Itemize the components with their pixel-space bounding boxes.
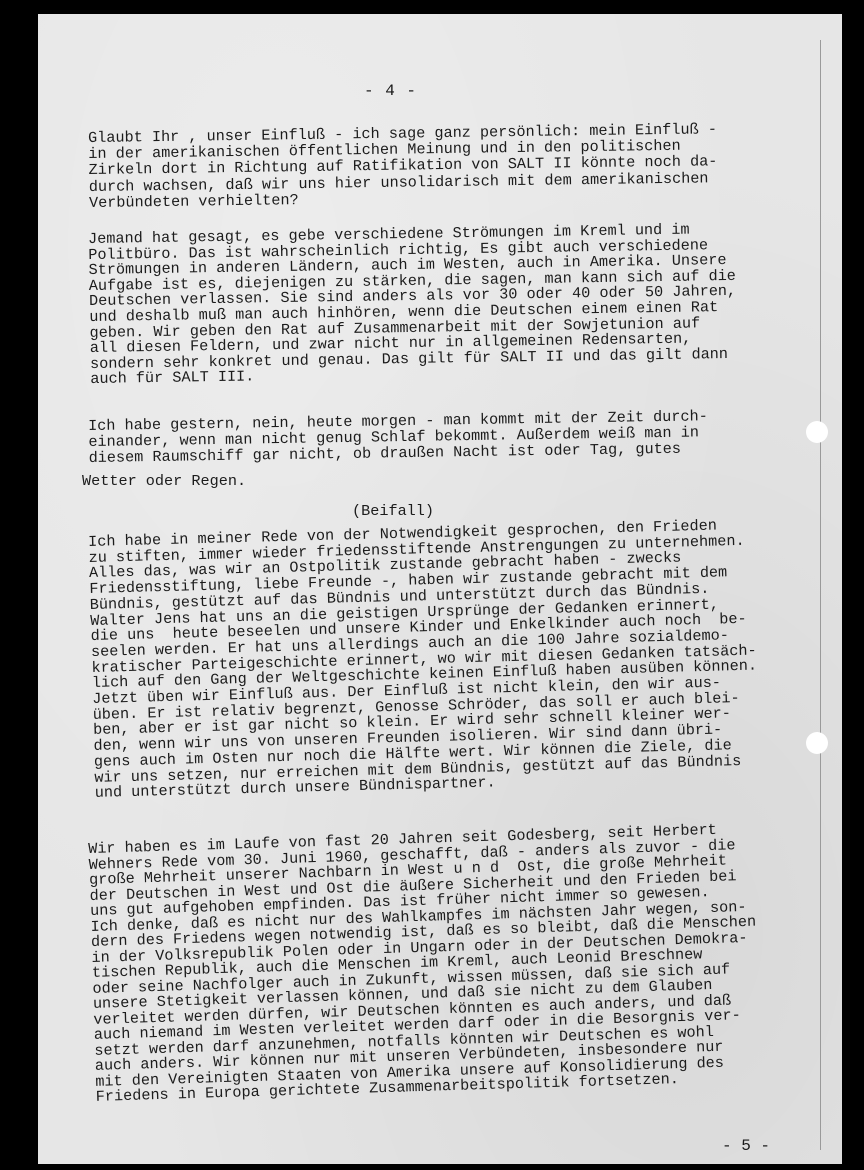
paragraph-weather-line: Wetter oder Regen. xyxy=(82,472,247,490)
paragraph-kremlin-currents: Jemand hat gesagt, es gebe verschiedene Strömungen im Kreml und im Politbüro. Das ist wahrscheinlich richtig, Es gibt auch verschiedene Strömungen in anderen Ländern, auch im Westen, auch in Amerika. Unsere Aufgabe ist es, diejenigen zu stärken, die sagen, man kann sich auf die Deutschen verlassen. Sie sind anders als vor 30 oder 40 oder 50 Jahren, und deshalb muß man auch hinhören, wenn die Deutschen einem einen Rat geben. Wir geben den Rat auf Zusammenarbeit mit der Sowjetunion auf all diesen Feldern, und zwar nicht nur in allgemeinen Redensarten, sondern sehr konkret und genau. Das gilt für SALT II und das gilt dann auch für SALT III. xyxy=(87,220,737,389)
page-number: - 4 - xyxy=(364,82,418,100)
applause-note: (Beifall) xyxy=(352,502,435,520)
paragraph-godesberg: Wir haben es im Laufe von fast 20 Jahren seit Godesberg, seit Herbert Wehners Rede vom 30. Juni 1960, geschafft, daß - anders als zuvor - die große Mehrheit unserer Nachbarn in West u n d Ost, die große Mehrheit der Deutschen in West und Ost die äußere Sicherheit und den Frieden bei uns gut aufgehoben empfinden. Das ist früher nicht immer so gewesen. Ich denke, daß es nicht nur des Wahlkampfes im nächsten Jahr wegen, son- dern des Friedens wegen notwendig ist, daß es so bleibt, daß die Menschen in der Volksrepublik Polen oder in Ungarn oder in der Deutschen Demokra- tischen Republik, auch die Menschen im Kreml, auch Leonid Breschnew oder seine Nachfolger auch in Zukunft, wissen müssen, daß sie sich auf unsere Stetigkeit verlassen können, und daß sie nicht zu dem Glauben verleitet werden dürfen, wir Deutschen könnten es auch anders, und daß auch niemand im Westen verleitet werden darf oder in die Besorgnis ver- setzt werden darf anzunehmen, notfalls könnten wir Deutschen es wohl auch anders. Wir können nur mit unseren Verbündeten, insbesondere nur mit den Vereinigten Staaten von Amerika unsere auf Konsolidierung des Friedens in Europa gerichtete Zusammenarbeitspolitik fortsetzen. xyxy=(87,820,757,1106)
next-page-number: - 5 - xyxy=(722,1137,771,1155)
paragraph-yesterday-morning: Ich habe gestern, nein, heute morgen - man kommt mit der Zeit durch- einander, wenn man nicht genug Schlaf bekommt. Außerdem weiß man in diesem Raumschiff gar nicht, ob draußen Nacht ist oder Tag, gutes xyxy=(87,407,708,468)
paragraph-peace-alliance: Ich habe in meiner Rede von der Notwendigkeit gesprochen, den Frieden zu stiften, immer wieder friedensstiftende Anstrengungen zu unternehmen. Alles das, was wir an Ostpolitik zustande gebracht haben - zwecks Friedensstiftung, liebe Freunde -, haben wir zustande gebracht mit dem Bündnis, gestützt auf das Bündnis und unterstützt durch das Bündnis. Walter Jens hat uns an die geistigen Ursprünge der Gedanken erinnert, die uns heute beseelen und unsere Kinder und Enkelkinder auch noch be- seelen werden. Er hat uns allerdings auch an die 100 Jahre sozialdemo- kratischer Parteigeschichte erinnert, wo wir mit diesen Gedanken tatsäch- lich auf den Gang der Weltgeschichte keinen Einfluß haben ausüben können. Jetzt üben wir Einfluß aus. Der Einfluß ist nicht klein, den wir aus- üben. Er ist relativ begrenzt, Genosse Schröder, das soll er auch blei- ben, aber er ist gar nicht so klein. Er wird sehr schnell kleiner wer- den, wenn wir uns von unseren Freunden isolieren. Wir sind dann übri- gens auch im Osten nur noch die Hälfte wert. Wir können die Ziele, die wir uns setzen, nur erreichen mit dem Bündnis, gestützt auf das Bündnis und unterstützt durch unsere Bündnispartner. xyxy=(87,516,758,803)
paragraph-salt-influence: Glaubt Ihr , unser Einfluß - ich sage ganz persönlich: mein Einfluß - in der amerikanischen öffentlichen Meinung und in den politischen Zirkeln dort in Richtung auf Ratifikation von SALT II könnte noch da- durch wachsen, daß wir uns hier unsolidarisch mit dem amerikanischen Verbündeten verhielten? xyxy=(87,120,718,212)
